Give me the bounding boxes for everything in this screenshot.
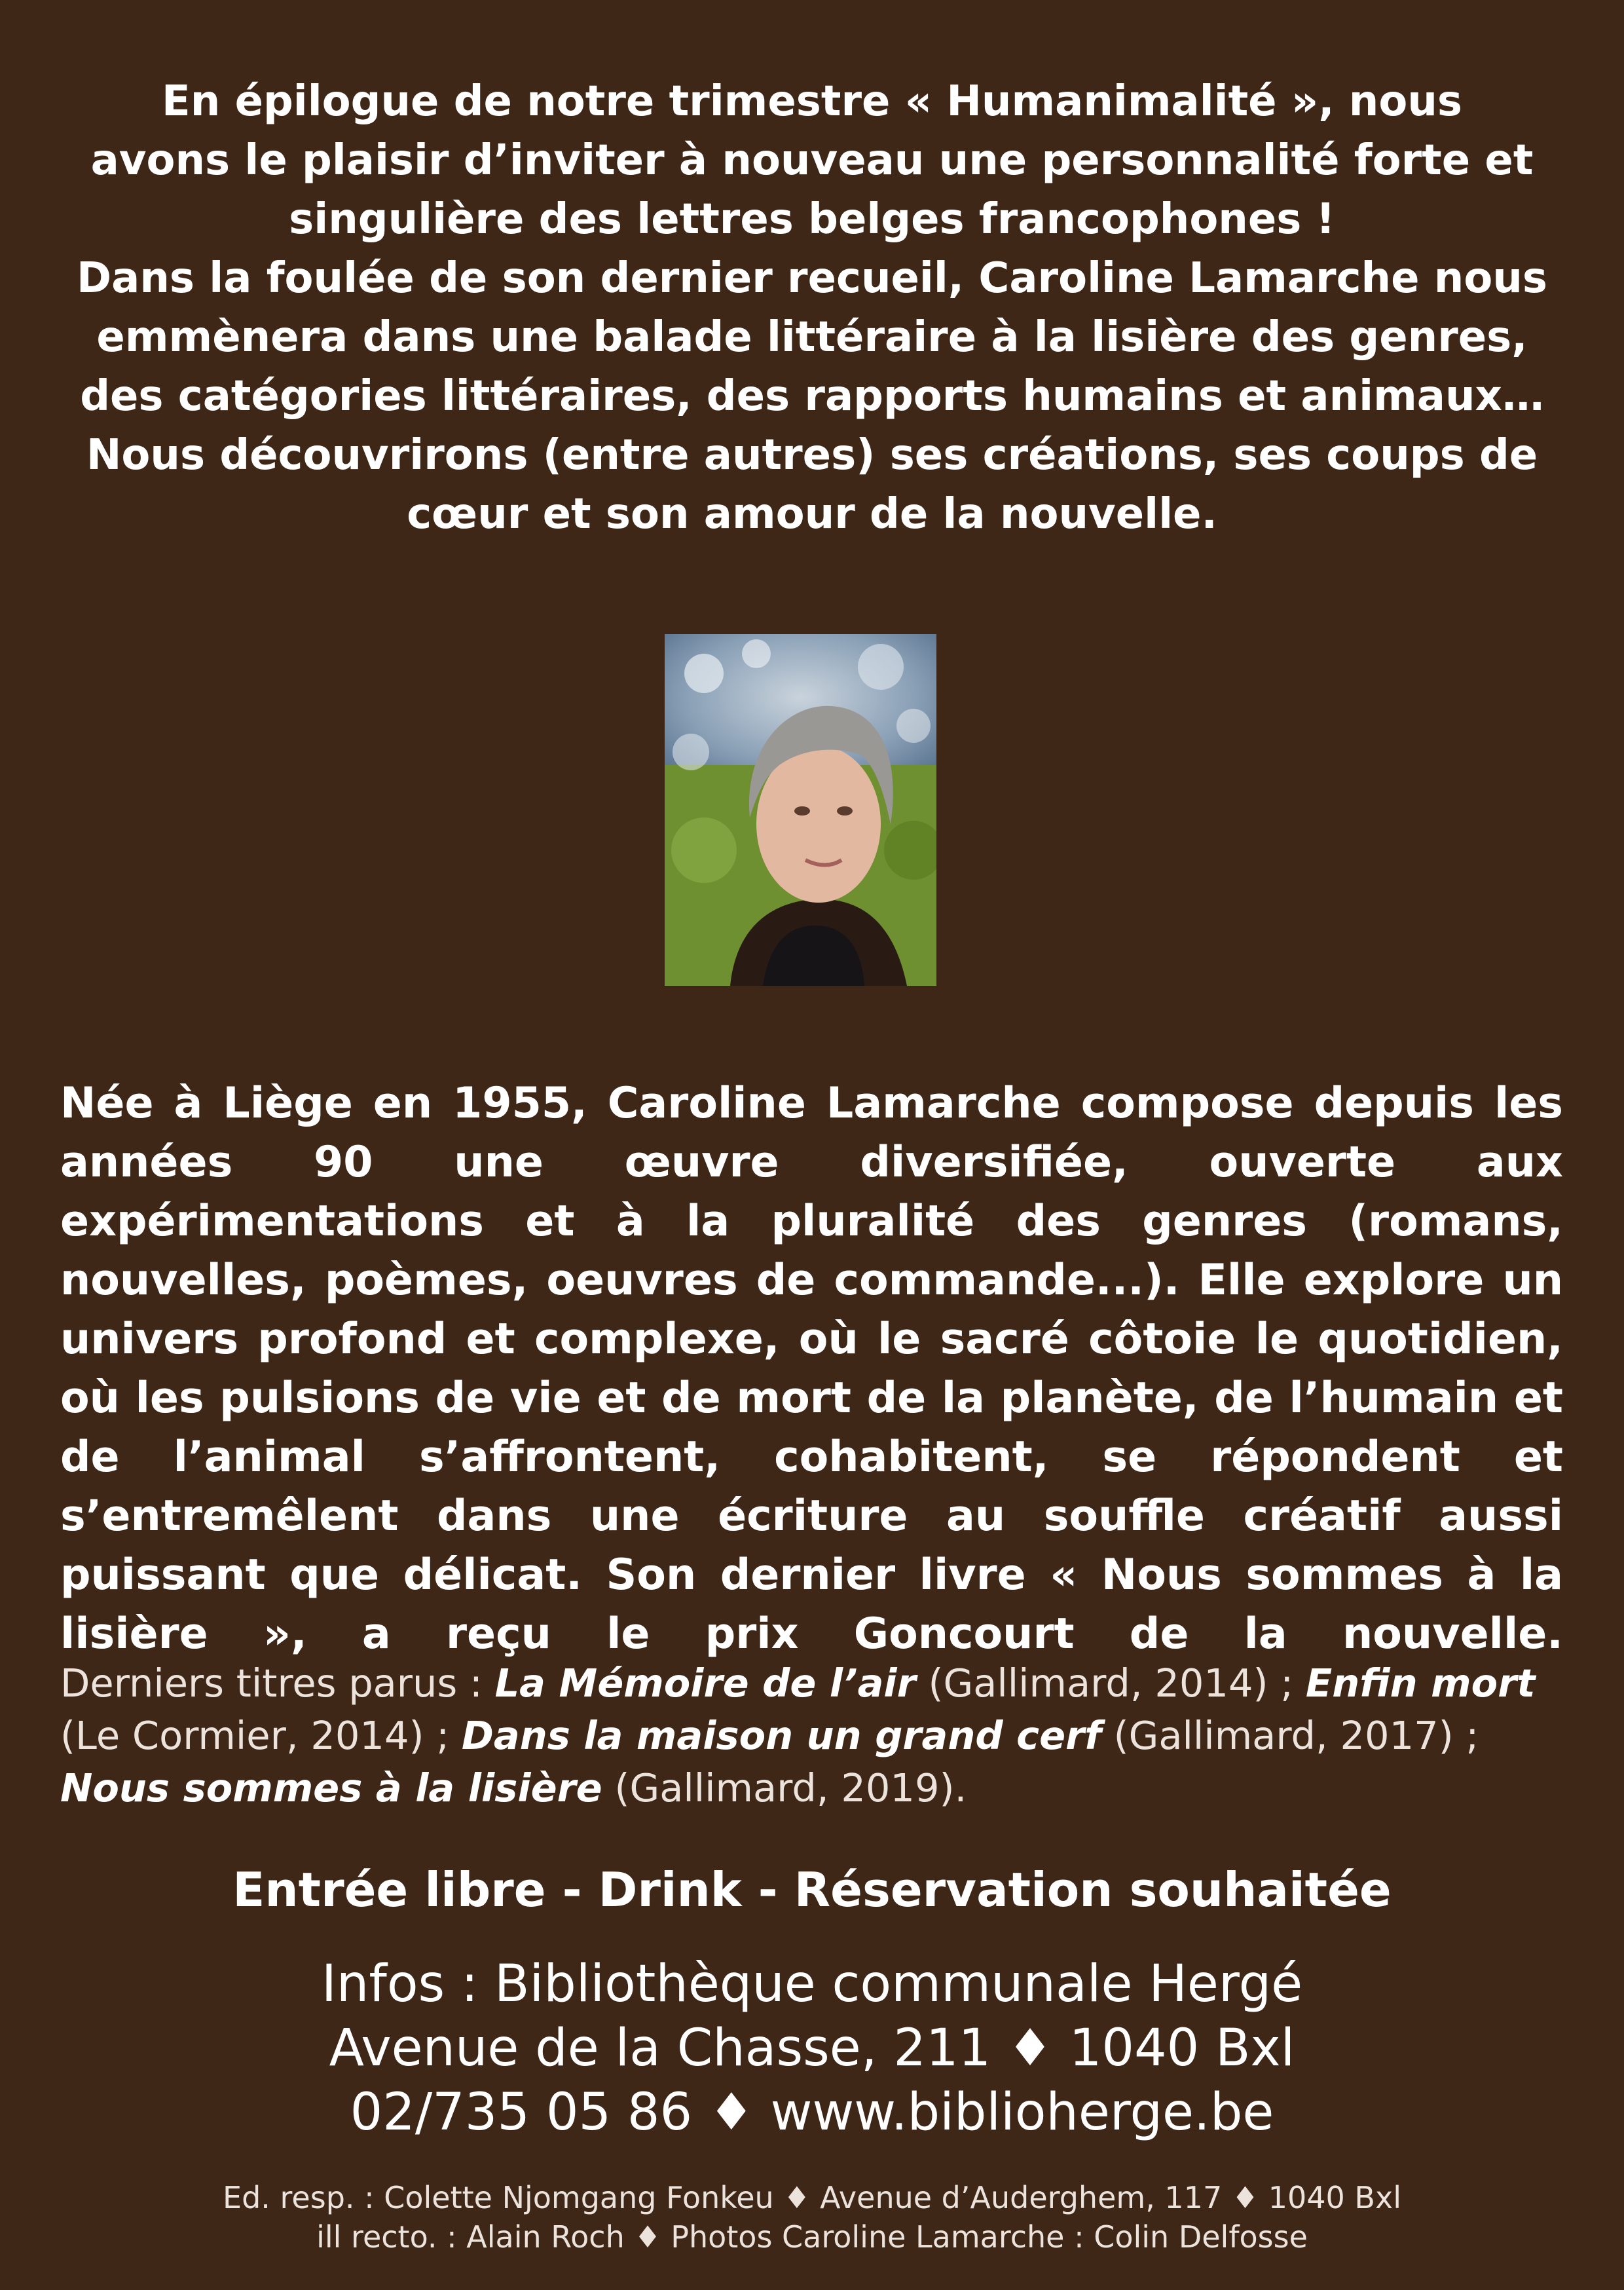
intro-line: cœur et son amour de la nouvelle. [407, 490, 1217, 538]
book-title: Nous sommes à la lisière [60, 1765, 602, 1811]
book-publisher: (Le Cormier, 2014) ; [60, 1713, 462, 1758]
library-phone-website: 02/735 05 86 ♦ www.biblioherge.be [350, 2083, 1274, 2142]
recent-titles [60, 1657, 1563, 1814]
entry-info: Entrée libre - Drink - Réservation souhaitée [232, 1862, 1392, 1917]
intro-line: singulière des lettres belges francophones ! [289, 195, 1335, 244]
book-publisher: (Gallimard, 2017) ; [1101, 1713, 1479, 1758]
author-portrait-photo [665, 634, 936, 986]
book-title: La Mémoire de l’air [494, 1661, 916, 1706]
library-address: Avenue de la Chasse, 211 ♦ 1040 Bxl [329, 2019, 1295, 2078]
titles-lead: Derniers titres parus : [60, 1661, 495, 1706]
book-publisher: (Gallimard, 2019). [602, 1765, 967, 1811]
intro-line: Dans la foulée de son dernier recueil, Caroline Lamarche nous [77, 254, 1547, 303]
author-biography: Née à Liège en 1955, Caroline Lamarche compose depuis les années 90 une œuvre diversifiée, ouverte aux expérimentations et à la pluralité des genres (romans, nouvelles, poèmes, oeuvres de commande...). Elle explore un univers profond et complexe, où le sacré côtoie le quotidien, où les pulsions de vie et de mort de la planète, de l’humain et de l’animal s’affrontent, cohabitent, se répondent et s’entremêlent dans une écriture au souffle créatif aussi puissant que délicat. Son dernier livre « Nous sommes à la lisière », a reçu le prix Goncourt de la nouvelle. [60, 1079, 1563, 1659]
intro-line: avons le plaisir d’inviter à nouveau une personnalité forte et [90, 136, 1534, 185]
photo-credit: ill recto. : Alain Roch ♦ Photos Caroline Lamarche : Colin Delfosse [316, 2219, 1308, 2255]
library-name: Infos : Bibliothèque communale Hergé [321, 1955, 1303, 2014]
portrait-illustration [665, 634, 936, 986]
credits [59, 2178, 1565, 2257]
intro-line: Nous découvrirons (entre autres) ses créations, ses coups de [86, 431, 1538, 479]
book-title: Enfin mort [1305, 1661, 1536, 1706]
book-title: Dans la maison un grand cerf [461, 1713, 1101, 1758]
intro-text [59, 72, 1565, 544]
publisher-credit: Ed. resp. : Colette Njomgang Fonkeu ♦ Avenue d’Auderghem, 117 ♦ 1040 Bxl [223, 2180, 1401, 2215]
intro-line: des catégories littéraires, des rapports humains et animaux… [80, 372, 1544, 421]
intro-line: emmènera dans une balade littéraire à la lisière des genres, [96, 313, 1528, 362]
book-publisher: (Gallimard, 2014) ; [915, 1661, 1306, 1706]
contact-info [59, 1952, 1565, 2145]
intro-line: En épilogue de notre trimestre « Humanimalité », nous [162, 77, 1462, 126]
